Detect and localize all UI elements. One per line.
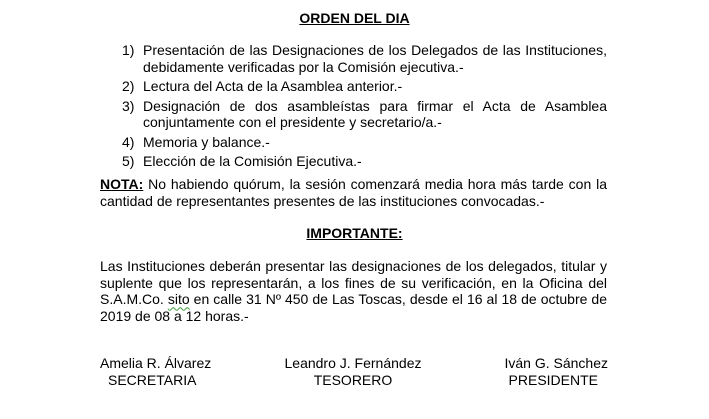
importante-text-after: en calle 31 Nº 450 de Las Toscas, desde el 16 al 18 de octubre de 2019 de 08 a 12 horas.-	[100, 291, 608, 325]
agenda-item-number: 2)	[122, 78, 135, 95]
signature-role: TESORERO	[313, 371, 393, 388]
agenda-item-number: 4)	[122, 133, 135, 150]
agenda-item-text: Lectura del Acta de la Asamblea anterior.-	[143, 78, 403, 95]
agenda-item-number: 3)	[122, 97, 135, 114]
importante-heading: IMPORTANTE:	[306, 225, 403, 241]
signature-role: PRESIDENTE	[508, 371, 598, 388]
nota-paragraph	[100, 176, 607, 209]
signature-name: Amelia R. Álvarez	[100, 355, 212, 371]
importante-paragraph	[100, 258, 607, 325]
agenda-item-text: Memoria y balance.-	[143, 133, 270, 150]
signature-tesorero	[276, 355, 430, 388]
agenda-item-number: 1)	[122, 42, 135, 58]
agenda-item	[100, 42, 607, 75]
agenda-item-text: Designación de dos asambleístas para firmar el Acta de Asamblea conjuntamente con el presidente y secretario/a.-	[143, 97, 607, 131]
agenda-item-number: 5)	[122, 153, 135, 170]
signature-secretaria	[96, 355, 216, 388]
importante-text-before: Las Instituciones deberán presentar las designaciones de los delegados, titular y suplente que los representarán, a los fines de su verificación, en la Oficina del S.A.M.Co.	[100, 258, 607, 308]
signature-presidente	[490, 355, 608, 388]
agenda-item	[100, 134, 607, 151]
agenda-item	[100, 98, 607, 131]
signature-name: Leandro J. Fernández	[284, 355, 422, 371]
signature-role: SECRETARIA	[108, 371, 197, 388]
signature-name: Iván G. Sánchez	[504, 355, 608, 371]
agenda-item-text: Elección de la Comisión Ejecutiva.-	[143, 153, 362, 170]
agenda-item-text: Presentación de las Designaciones de los Delegados de las Instituciones, debidamente verificadas por la Comisión ejecutiva.-	[143, 42, 607, 75]
agenda-item	[100, 78, 607, 95]
agenda-item	[100, 153, 607, 170]
nota-text: No habiendo quórum, la sesión comenzará media hora más tarde con la cantidad de representantes presentes de las instituciones convocadas.-	[100, 176, 607, 209]
nota-label: NOTA:	[100, 176, 144, 192]
spellcheck-flagged-word: sito	[167, 291, 190, 308]
document-title: ORDEN DEL DIA	[299, 10, 410, 26]
agenda-list	[100, 42, 607, 173]
